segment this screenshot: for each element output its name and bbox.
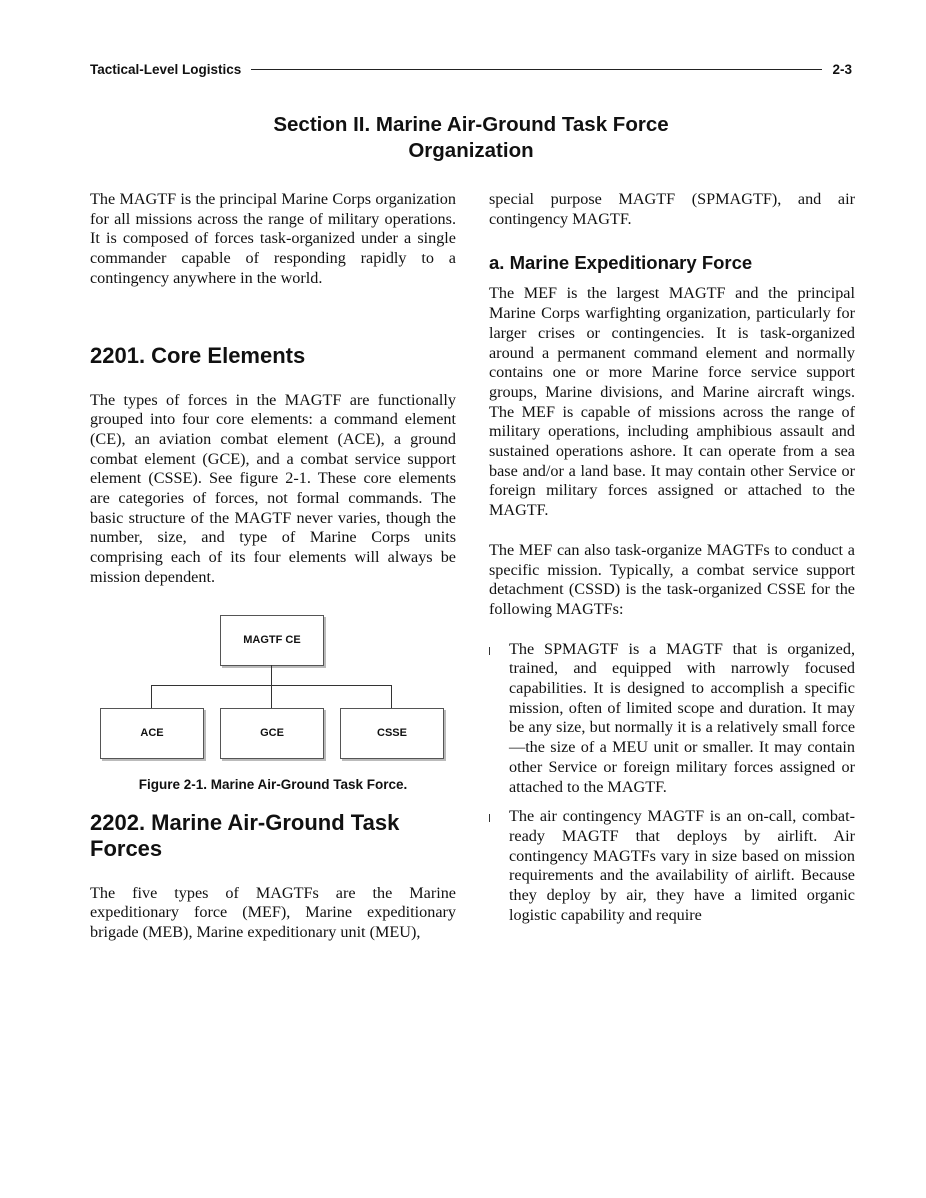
core-elements-paragraph: The types of forces in the MAGTF are functionally grouped into four core elements: a command element (CE), an aviation combat element (ACE), a ground combat element (GCE), and a combat service support element (CSSE). See figure 2-1. These core elements are categories of forces, not formal commands. The basic structure of the MAGTF never varies, though the number, size, and type of Marine Corps units comprising each of its four elements will always be mission dependent. <box>90 390 456 586</box>
magtf-types-paragraph: The five types of MAGTFs are the Marine expeditionary force (MEF), Marine expeditionary brigade (MEB), Marine expeditionary unit (MEU), <box>90 883 456 941</box>
org-box-csse <box>340 708 444 759</box>
bullet-mark <box>489 647 490 655</box>
mef-task-paragraph: The MEF can also task-organize MAGTFs to conduct a specific mission. Typically, a combat service support detachment (CSSD) is the task-organized CSSE for the following MAGTFs: <box>489 540 855 618</box>
heading-2202: 2202. Marine Air-Ground Task Forces <box>90 809 400 861</box>
intro-paragraph: The MAGTF is the principal Marine Corps organization for all missions across the range of military operations. It is composed of forces task-organized under a single commander capable of responding rapidly to a contingency anywhere in the world. <box>90 190 456 287</box>
connector-left <box>151 685 152 709</box>
list-item <box>489 807 855 925</box>
org-box-ace-label: ACE <box>140 727 164 740</box>
magtf-bullet-list <box>489 640 855 926</box>
left-column <box>90 190 456 943</box>
header-rule <box>251 69 822 70</box>
right-column <box>489 190 855 926</box>
section-title-line-2: Organization <box>408 139 534 162</box>
heading-2201: 2201. Core Elements <box>90 342 306 368</box>
org-box-ace <box>100 708 204 759</box>
magtf-org-chart <box>90 615 456 755</box>
mef-paragraph: The MEF is the largest MAGTF and the principal Marine Corps warfighting organization, particularly for larger crises or contingencies. It is task-organized around a permanent command element and normally contains one or more Marine force service support groups, Marine divisions, and Marine aircraft wings. The MEF is capable of missions across the range of military operations, including amphibious assault and sustained operations ashore. It can operate from a sea base and/or a land base. It may contain other Service or foreign military forces assigned or attached to the MAGTF. <box>489 284 855 520</box>
page-number: 2-3 <box>832 61 852 77</box>
running-title: Tactical-Level Logistics <box>90 61 242 77</box>
bullet-text-spmagtf: The SPMAGTF is a MAGTF that is organized, trained, and equipped with narrowly focused capabilities. It is designed to accomplish a specific mission, often of limited scope and duration. It may be any size, but normally it is a relatively small force—the size of a MEU unit or smaller. It may contain other Service or foreign military forces assigned or attached to the MAGTF. <box>509 639 855 796</box>
list-item <box>489 640 855 798</box>
connector-vertical-main <box>271 665 272 709</box>
org-box-magtf-ce <box>220 615 324 666</box>
org-box-csse-label: CSSE <box>377 727 407 740</box>
bullet-text-air-contingency: The air contingency MAGTF is an on-call, combat-ready MAGTF that deploys by airlift. Air contingency MAGTFs vary in size based on mission requirements and the availability of airlift. Because they deploy by air, they have a limited organic logistic capability and require <box>509 807 855 924</box>
connector-right <box>391 685 392 709</box>
section-title <box>90 112 852 164</box>
figure-caption: Figure 2-1. Marine Air-Ground Task Force. <box>138 776 408 792</box>
heading-mef: a. Marine Expeditionary Force <box>489 252 753 274</box>
connector-horizontal <box>151 685 391 686</box>
org-box-gce-label: GCE <box>260 727 284 740</box>
continuation-paragraph: special purpose MAGTF (SPMAGTF), and air contingency MAGTF. <box>489 190 855 228</box>
org-box-magtf-ce-label: MAGTF CE <box>243 634 301 647</box>
org-box-gce <box>220 708 324 759</box>
section-title-line-1: Section II. Marine Air-Ground Task Force <box>273 113 669 136</box>
bullet-mark <box>489 814 490 822</box>
running-header <box>90 58 852 80</box>
